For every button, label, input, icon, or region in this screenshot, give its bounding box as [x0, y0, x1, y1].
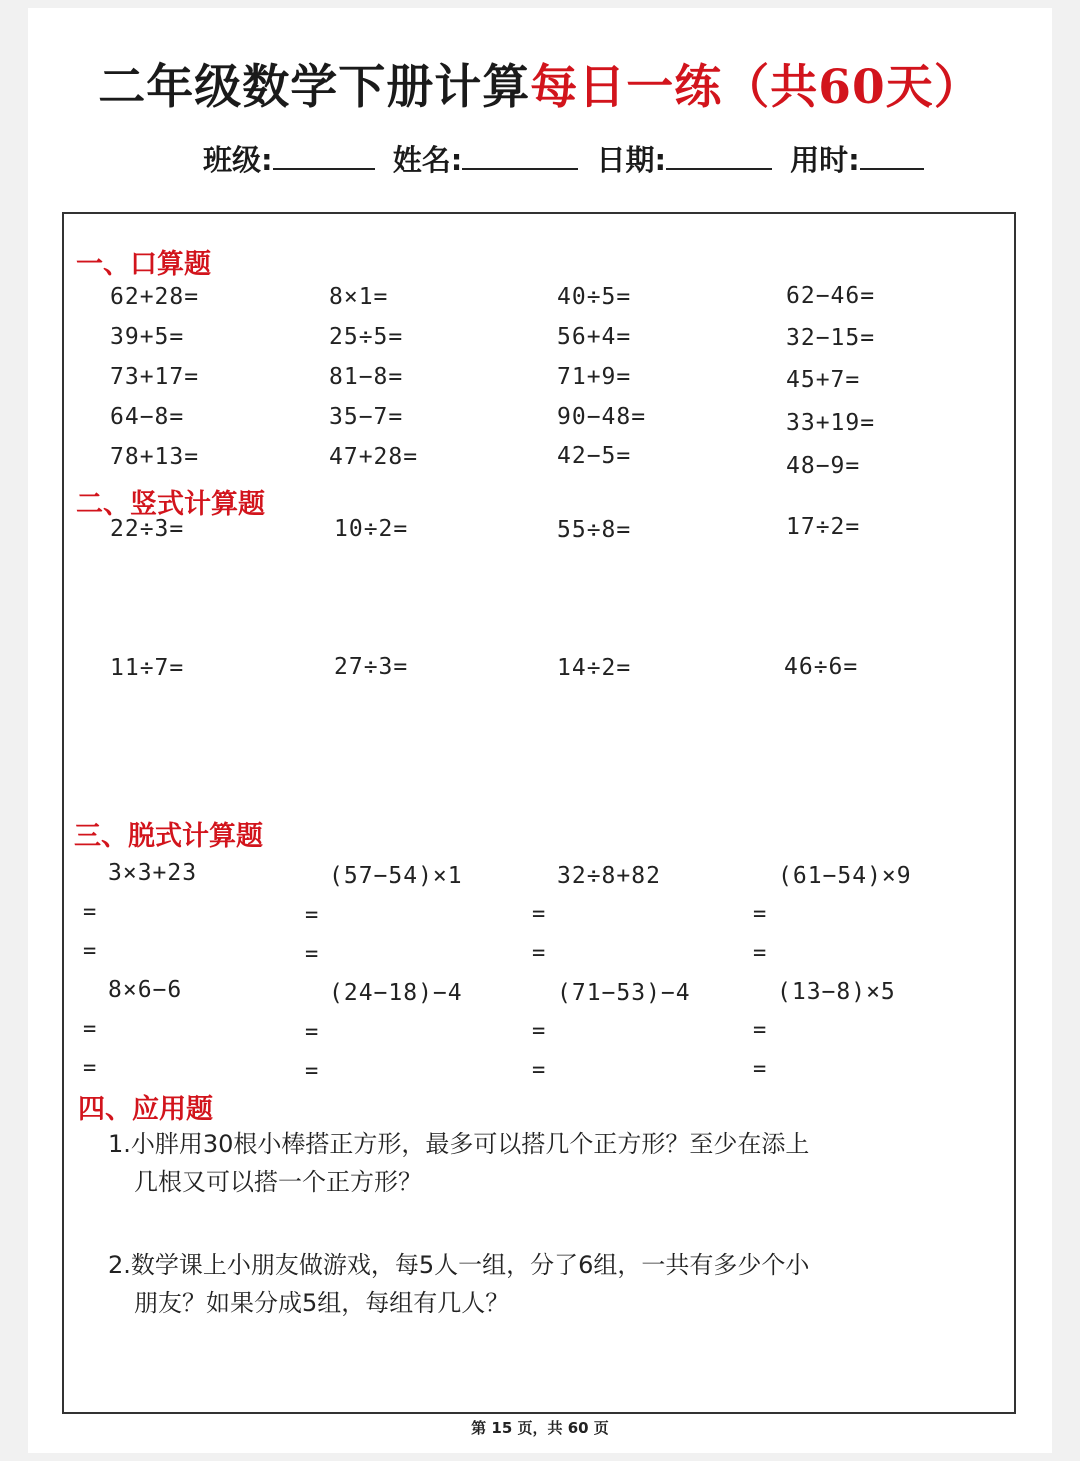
equals-sign: =	[753, 1057, 767, 1082]
exercise-frame	[62, 212, 1016, 1414]
vertical-problem: 46÷6=	[784, 654, 859, 680]
oral-problem: 45+7=	[786, 367, 861, 393]
oral-problem: 73+17=	[110, 364, 200, 390]
oral-problem: 90−48=	[557, 404, 647, 430]
equals-sign: =	[305, 1059, 319, 1084]
equals-sign: =	[753, 902, 767, 927]
stepwise-problem: 8×6−6	[108, 977, 183, 1003]
stepwise-problem: 32÷8+82	[557, 863, 661, 889]
stepwise-problem: (13−8)×5	[777, 979, 896, 1005]
vertical-problem: 22÷3=	[110, 516, 185, 542]
problem-2-line-2: 朋友？如果分成5组，每组有几人？	[134, 1289, 510, 1317]
section-vertical-heading: 二、竖式计算题	[76, 489, 265, 520]
section-word-problems-heading: 四、应用题	[78, 1094, 213, 1125]
oral-problem: 56+4=	[557, 324, 632, 350]
stepwise-problem: (71−53)−4	[557, 980, 691, 1006]
date-label: 日期:	[596, 143, 667, 177]
equals-sign: =	[83, 900, 97, 925]
equals-sign: =	[532, 1058, 546, 1083]
oral-problem: 78+13=	[110, 444, 200, 470]
equals-sign: =	[83, 1017, 97, 1042]
oral-problem: 48−9=	[786, 453, 861, 479]
section-stepwise-heading: 三、脱式计算题	[74, 821, 263, 852]
class-label: 班级:	[203, 143, 273, 177]
equals-sign: =	[532, 902, 546, 927]
vertical-problem: 11÷7=	[110, 655, 185, 681]
oral-problem: 81−8=	[329, 364, 404, 390]
problem-1-line-1: 1.小胖用30根小棒搭正方形，最多可以搭几个正方形？至少在添上	[108, 1130, 810, 1158]
oral-problem: 25÷5=	[329, 324, 404, 350]
oral-problem: 64−8=	[110, 404, 185, 430]
vertical-problem: 17÷2=	[786, 514, 861, 540]
equals-sign: =	[753, 941, 767, 966]
equals-sign: =	[305, 942, 319, 967]
equals-sign: =	[83, 939, 97, 964]
oral-problem: 39+5=	[110, 324, 185, 350]
stepwise-problem: (24−18)−4	[329, 980, 463, 1006]
word-problem-2	[108, 1246, 809, 1322]
stepwise-problem: 3×3+23	[108, 860, 198, 886]
equals-sign: =	[753, 1018, 767, 1043]
oral-problem: 62−46=	[786, 283, 876, 309]
equals-sign: =	[305, 903, 319, 928]
oral-problem: 71+9=	[557, 364, 632, 390]
time-blank[interactable]	[860, 140, 924, 170]
page-title	[0, 50, 1080, 117]
oral-problem: 8×1=	[329, 284, 389, 310]
oral-problem: 32−15=	[786, 325, 876, 351]
word-problem-1	[108, 1125, 809, 1201]
stepwise-problem: (61−54)×9	[778, 863, 912, 889]
title-red-part: 每日一练（共60天）	[530, 60, 982, 115]
section-oral-heading: 一、口算题	[76, 249, 211, 280]
stepwise-problem: (57−54)×1	[329, 863, 463, 889]
oral-problem: 42−5=	[557, 443, 632, 469]
problem-1-line-2: 几根又可以搭一个正方形？	[134, 1168, 422, 1196]
page-footer: 第 15 页，共 60 页	[471, 1419, 609, 1437]
equals-sign: =	[83, 1056, 97, 1081]
student-info-line	[203, 138, 932, 179]
date-blank[interactable]	[666, 140, 772, 170]
vertical-problem: 27÷3=	[334, 654, 409, 680]
vertical-problem: 14÷2=	[557, 655, 632, 681]
oral-problem: 40÷5=	[557, 284, 632, 310]
name-blank[interactable]	[462, 140, 578, 170]
class-blank[interactable]	[273, 140, 375, 170]
oral-problem: 35−7=	[329, 404, 404, 430]
oral-problem: 47+28=	[329, 444, 419, 470]
equals-sign: =	[305, 1020, 319, 1045]
title-black-part: 二年级数学下册计算	[98, 60, 531, 115]
vertical-problem: 10÷2=	[334, 516, 409, 542]
time-label: 用时:	[790, 143, 860, 177]
vertical-problem: 55÷8=	[557, 517, 632, 543]
equals-sign: =	[532, 1019, 546, 1044]
oral-problem: 62+28=	[110, 284, 200, 310]
name-label: 姓名:	[392, 143, 463, 177]
oral-problem: 33+19=	[786, 410, 876, 436]
problem-2-line-1: 2.数学课上小朋友做游戏，每5人一组，分了6组，一共有多少个小	[108, 1251, 810, 1279]
equals-sign: =	[532, 941, 546, 966]
